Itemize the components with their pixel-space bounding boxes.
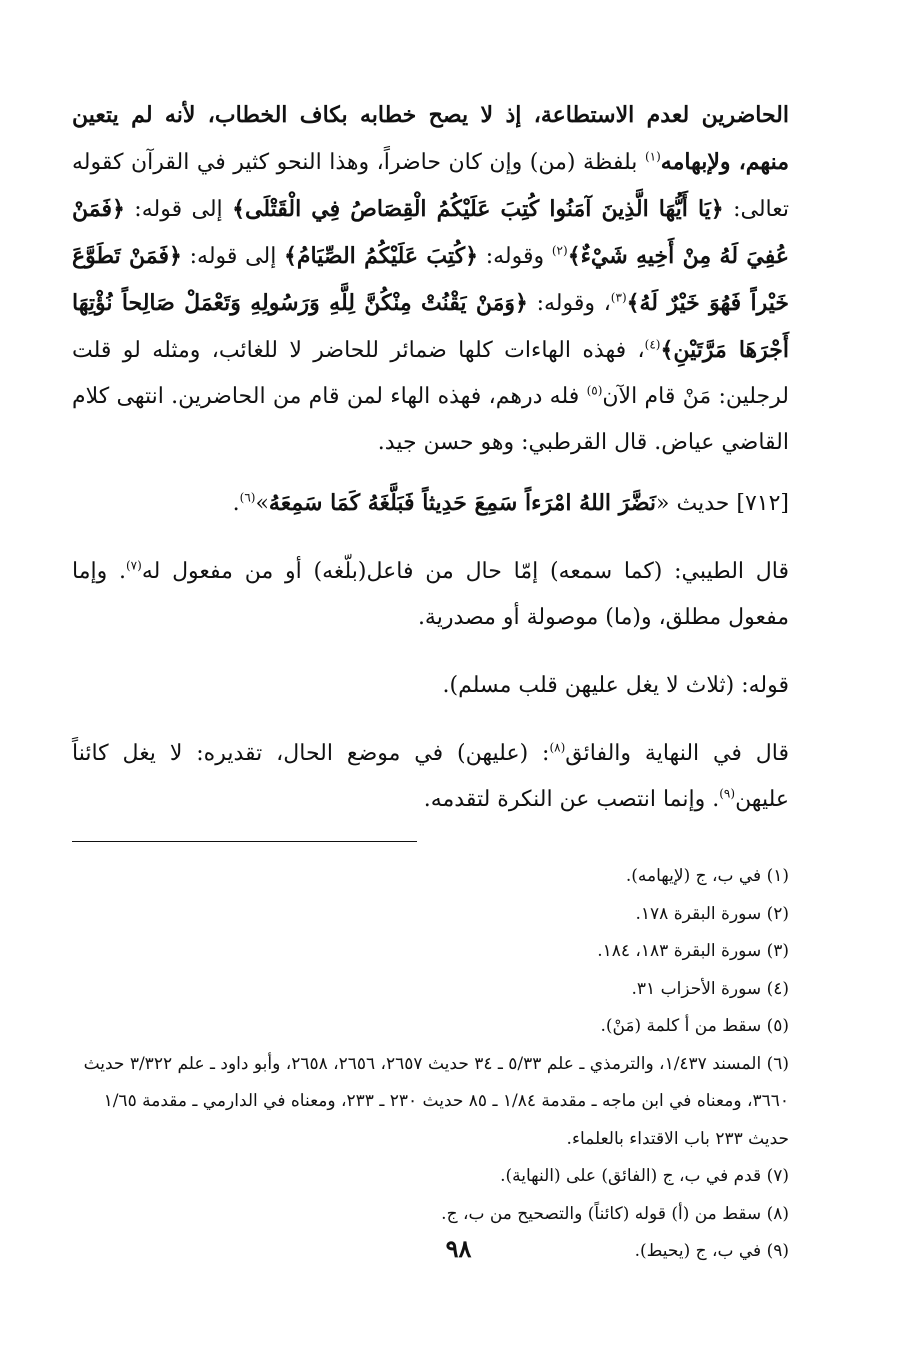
- text-run: . وإما مفعول مطلق، و(ما) موصولة أو مصدرية.: [72, 559, 789, 630]
- footnote-5: (٥) سقط من أ كلمة (مَنْ).: [600, 1016, 789, 1036]
- text-run: بلفظة (من) وإن كان حاضراً، وهذا النحو كثير في القرآن كقوله تعالى:: [72, 150, 789, 222]
- quran-verse: ﴿وَمَنْ يَقْنُتْ مِنْكُنَّ لِلَّهِ وَرَسُولِهِ وَتَعْمَلْ صَالِحاً نُؤْتِهَا أَجْرَهَا مَرَّتَيْنِ﴾: [72, 290, 789, 363]
- footnote-separator: [72, 841, 417, 842]
- quran-verse: ﴿فَمَنْ عُفِيَ لَهُ مِنْ أَخِيهِ شَيْءٌ﴾: [72, 196, 789, 269]
- footnote-3: (٣) سورة البقرة ١٨٣، ١٨٤.: [597, 941, 789, 961]
- footnote-ref: (٨): [549, 740, 566, 755]
- footnote-ref: (٥): [586, 383, 603, 398]
- quran-verse: ﴿يَا أَيُّهَا الَّذِينَ آمَنُوا كُتِبَ عَلَيْكُمُ الْقِصَاصُ فِي الْقَتْلَى﴾: [232, 196, 724, 222]
- footnote-4: (٤) سورة الأحزاب ٣١.: [631, 978, 789, 999]
- footnote-ref: (٩): [719, 786, 736, 801]
- footnote-ref: (٤): [644, 337, 661, 352]
- text-run: [٧١٢] حديث «: [656, 491, 789, 516]
- hadith-text: نَضَّرَ اللهُ امْرَءاً سَمِعَ حَدِيثاً فَبَلَّغَهُ كَمَا سَمِعَهُ: [268, 490, 657, 516]
- main-text: [72, 92, 789, 823]
- footnote-ref: (٣): [610, 290, 627, 305]
- text-run: الحاضرين لعدم الاستطاعة، إذ لا يصح خطابه بكاف الخطاب، لأنه لم يتعين منهم، ولإبهامه: [72, 102, 790, 175]
- footnotes: [72, 858, 789, 1271]
- footnote-6: (٦) المسند ١/٤٣٧، والترمذي ـ علم ٥/٣٣ ـ ٣٤ حديث ٢٦٥٧، ٢٦٥٦، ٢٦٥٨، وأبو داود ـ علم ٣/٣٢٢ حديث ٣٦٦٠، ومعناه في ابن ماجه ـ مقدمة ١/٨٤ ـ ٨٥ حديث ٢٣٠ ـ ٢٣٣، ومعناه في الدارمي ـ مقدمة ١/٦٥ حديث ٢٣٣ باب الاقتداء بالعلماء.: [83, 1053, 789, 1149]
- text-run: إلى قوله:: [181, 244, 285, 269]
- footnote-ref: (٦): [239, 490, 256, 505]
- text-run: ، وقوله:: [527, 291, 611, 316]
- text-run: ، فهذه الهاءات كلها ضمائر للحاضر لا للغائب، ومثله لو قلت لرجلين: مَنْ قام الآن: [72, 338, 789, 409]
- hadith-heading: [72, 480, 789, 527]
- footnote-ref: (٢): [551, 243, 568, 258]
- footnote-8: (٨) سقط من (أ) قوله (كائناً) والتصحيح من ب، ج.: [441, 1203, 789, 1224]
- text-run: فله درهم، فهذه الهاء لمن قام من الحاضرين. انتهى كلام القاضي عياض. قال القرطبي: وهو حسن جيد.: [72, 384, 789, 455]
- text-run: إلى قوله:: [124, 197, 233, 222]
- footnote-2: (٢) سورة البقرة ١٧٨.: [635, 903, 789, 924]
- paragraph-3: [72, 549, 789, 641]
- footnote-ref: (٧): [125, 558, 142, 573]
- text-run: قال الطيبي: (كما سمعه) إمّا حال من فاعل(بلّغه) أو من مفعول له: [141, 559, 789, 584]
- text-run: . وإنما انتصب عن النكرة لتقدمه.: [423, 787, 720, 812]
- footnote-ref: (١): [644, 149, 661, 164]
- text-run: وقوله:: [478, 244, 552, 269]
- footnote-9: (٩) في ب، ج (يحيط).: [634, 1241, 789, 1261]
- quran-verse: ﴿كُتِبَ عَلَيْكُمُ الصِّيَامُ﴾: [284, 243, 478, 269]
- text-run: : (عليهن) في موضع الحال، تقديره: لا يغل كائناً عليهن: [72, 741, 789, 812]
- text-run: .: [232, 491, 240, 516]
- page-number: ٩٨: [445, 1234, 472, 1263]
- footnote-1: (١) في ب، ج (لإيهامه).: [625, 866, 789, 886]
- text-run: قال في النهاية والفائق: [565, 741, 789, 766]
- paragraph-5: [72, 731, 789, 823]
- text-run: »: [255, 491, 269, 516]
- paragraph-4: قوله: (ثلاث لا يغل عليهن قلب مسلم).: [442, 673, 789, 698]
- footnote-7: (٧) قدم في ب، ج (الفائق) على (النهاية).: [500, 1166, 789, 1186]
- paragraph-1: [72, 92, 789, 466]
- quran-verse: ﴿فَمَنْ تَطَوَّعَ خَيْراً فَهُوَ خَيْرٌ لَهُ﴾: [72, 243, 789, 316]
